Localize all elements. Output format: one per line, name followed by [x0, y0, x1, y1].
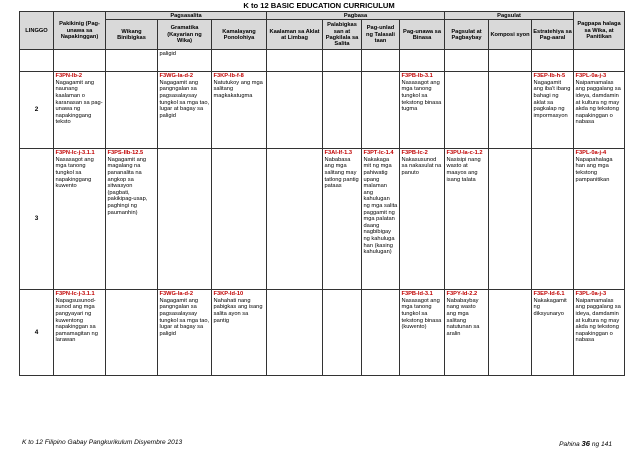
- table-cell: F3KP-Id-10 Nahahati nang pabigkas ang isang salita ayon sa pantig: [212, 290, 267, 376]
- table-cell: F3PS-IIb-12.5 Nagagamit ang magalang na pananalita na angkop sa sitwasyon (pagbati, pakikipag-usap, paghingi ng paumanhin): [106, 149, 158, 290]
- table-cell: F3EP-Id-6.1 Nakakagamit ng diksyunaryo: [532, 290, 574, 376]
- table-cell: F3WG-Ia-d-2 Nagagamit ang pangngalan sa pagsasalaysay tungkol sa mga tao, lugar at bagay sa paligid: [158, 72, 212, 149]
- table-cell: [532, 149, 574, 290]
- header-pag-unlad: Pag-unlad ng Talasali taan: [362, 20, 400, 50]
- header-estratehiya: Estratehiya sa Pag-aaral: [532, 20, 574, 50]
- week-number: 2: [20, 72, 54, 149]
- header-palabigkasan: Palabigkas san at Pagkilala sa Salita: [323, 20, 362, 50]
- table-row-week-3: [20, 149, 625, 290]
- table-cell: [489, 149, 532, 290]
- table-cell: [362, 72, 400, 149]
- table-cell: [158, 149, 212, 290]
- table-cell: F3PN-Ic-j-3.1.1 Napagsusunod-sunod ang mga pangyayari ng kuwentong napakinggan sa pamamagitan ng larawan: [54, 290, 106, 376]
- table-row-carryover: [20, 50, 625, 72]
- table-cell: [489, 72, 532, 149]
- carryover-text: paligid: [158, 50, 212, 72]
- table-cell: F3PU-Ia-c-1.2 Nasisipi nang wasto at maayos ang isang talata: [445, 149, 489, 290]
- footer-document-name: K to 12 Filipino Gabay Pangkurikulum Disyembre 2013: [22, 439, 183, 446]
- table-cell: [267, 149, 323, 290]
- table-cell: F3PL-0a-j-3 Naipamamalas ang paggalang sa ideya, damdamin at kultura ng may akda ng tekstong napakinggan o nabasa: [574, 72, 625, 149]
- table-cell: F3WG-Ia-d-2 Nagagamit ang pangngalan sa pagsasalaysay tungkol sa mga tao, lugar at bagay sa paligid: [158, 290, 212, 376]
- table-cell: F3PN-Ib-2 Nagagamit ang naunang kaalaman o karanasan sa pag-unawa ng napakinggang teksto: [54, 72, 106, 149]
- table-cell: F3EP-Ib-h-5 Nagagamit ang iba't ibang bahagi ng aklat sa pagkalap ng impormasyon: [532, 72, 574, 149]
- header-pagsulat: Pagsulat: [445, 12, 574, 20]
- header-pagsasalita: Pagsasalita: [106, 12, 267, 20]
- table-cell: F3KP-Ib-f-8 Natutukoy ang mga salitang magkakatugma: [212, 72, 267, 149]
- table-cell: F3AI-If-1.3 Nababasa ang mga salitang may tatlong pantig pataas: [323, 149, 362, 290]
- table-cell: F3PB-Ib-3.1 Nasasagot ang mga tanong tungkol sa tekstong binasa tugma: [400, 72, 445, 149]
- table-cell: [106, 290, 158, 376]
- week-number: 3: [20, 149, 54, 290]
- header-kamalayang-ponolohiya: Kamalayang Ponolohiya: [212, 20, 267, 50]
- curriculum-table: [19, 11, 625, 376]
- table-cell: F3PL-0a-j-4 Napapahalaga han ang mga tekstong pampanitikan: [574, 149, 625, 290]
- header-linggo: LINGGO: [20, 12, 54, 50]
- table-cell: [362, 290, 400, 376]
- page-title: K to 12 BASIC EDUCATION CURRICULUM: [243, 1, 395, 10]
- table-cell: [267, 290, 323, 376]
- table-cell: [323, 290, 362, 376]
- table-cell: F3PB-Id-3.1 Nasasagot ang mga tanong tungkol sa tekstong binasa (kuwento): [400, 290, 445, 376]
- table-cell: [323, 72, 362, 149]
- header-pagbasa: Pagbasa: [267, 12, 445, 20]
- table-cell: F3PN-Ic-j-3.1.1 Nasasagot ang mga tanong tungkol sa napakinggang kuwento: [54, 149, 106, 290]
- header-gramatika: Gramatika (Kayarian ng Wika): [158, 20, 212, 50]
- table-row-week-2: [20, 72, 625, 149]
- table-cell: [489, 290, 532, 376]
- header-pag-unawa-binasa: Pag-unawa sa Binasa: [400, 20, 445, 50]
- table-cell: F3PB-Ic-2 Nakasusunod sa nakasulat na panuto: [400, 149, 445, 290]
- table-cell: [212, 149, 267, 290]
- table-cell: [106, 72, 158, 149]
- header-kaalaman-aklat: Kaalaman sa Aklat at Limbag: [267, 20, 323, 50]
- footer-page-number: Pahina 36 ng 141: [559, 439, 612, 448]
- header-wikang-binibigkas: Wikang Binibigkas: [106, 20, 158, 50]
- week-number: 4: [20, 290, 54, 376]
- table-row-week-4: [20, 290, 625, 376]
- header-pagpapahalaga: Pagpapa halaga sa Wika, at Panitikan: [574, 12, 625, 50]
- table-cell: [267, 72, 323, 149]
- header-pagsulat-pagbaybay: Pagsulat at Pagbaybay: [445, 20, 489, 50]
- table-cell: F3PY-Id-2.2 Nababaybay nang wasto ang mga salitang natutunan sa aralin: [445, 290, 489, 376]
- table-cell: F3PT-Ic-1.4 Nakakaga mit ng mga pahiwatig upang malaman ang kahulugan ng mga salita paggamit ng mga palatan daang nagbibigay ng kahuluga han (kasing kahulugan): [362, 149, 400, 290]
- table-cell: F3PL-0a-j-3 Naipamamalas ang paggalang sa ideya, damdamin at kultura ng may akda ng tekstong napakinggan o nabasa: [574, 290, 625, 376]
- header-pakikinig: Pakikinig (Pag-unawa sa Napakinggan): [54, 12, 106, 50]
- table-cell: [445, 72, 489, 149]
- header-komposisyon: Komposi syon: [489, 20, 532, 50]
